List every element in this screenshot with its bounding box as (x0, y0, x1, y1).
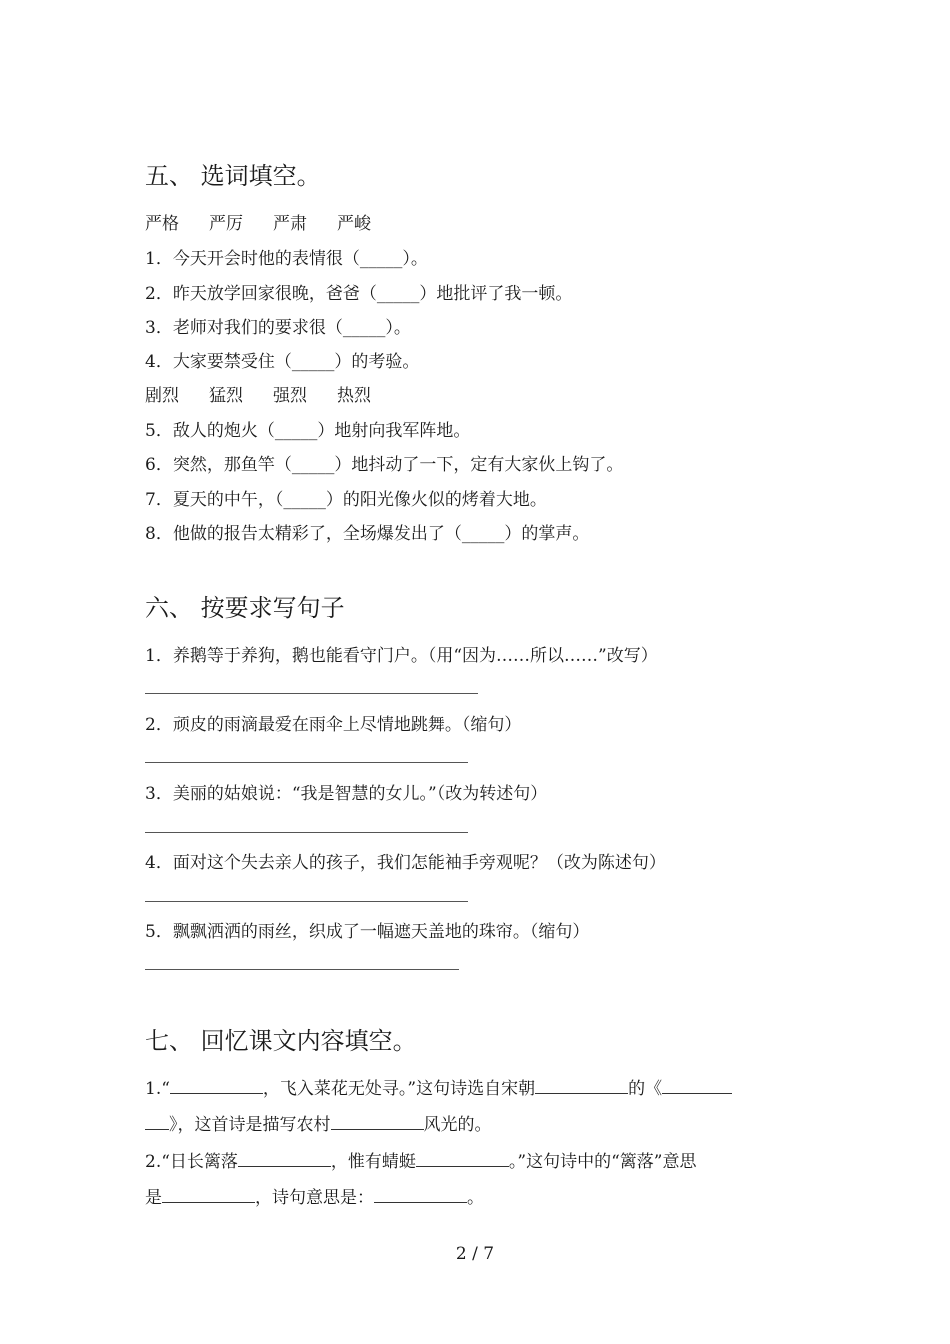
word-bank-item: 严格 (145, 214, 179, 234)
question-text: 2.“日长篱落 (145, 1152, 238, 1172)
word-bank-item: 严峻 (337, 214, 371, 234)
word-bank-1 (145, 209, 401, 234)
fill-blank[interactable] (662, 1079, 732, 1094)
question-6-2: 2．顽皮的雨滴最爱在雨伞上尽情地跳舞。（缩句） (145, 715, 522, 735)
question-text: 》，这首诗是描写农村 (169, 1115, 331, 1135)
question-6-3: 3．美丽的姑娘说：“我是智慧的女儿。”（改为转述句） (145, 784, 548, 804)
answer-line[interactable] (145, 762, 468, 763)
fill-blank[interactable] (416, 1152, 509, 1167)
question-text: 是 (145, 1188, 162, 1208)
question-text: 。 (467, 1188, 484, 1208)
question-5-1: 1．今天开会时他的表情很（_____）。 (145, 249, 428, 269)
answer-line[interactable] (145, 832, 468, 833)
word-bank-item: 强烈 (273, 386, 307, 406)
question-7-1-line2 (145, 1110, 492, 1135)
question-5-2: 2．昨天放学回家很晚，爸爸（_____）地批评了我一顿。 (145, 284, 573, 304)
question-text: 1.“ (145, 1079, 170, 1099)
answer-line[interactable] (145, 901, 468, 902)
word-bank-2 (145, 381, 401, 406)
question-7-1-line1 (145, 1074, 732, 1099)
question-6-4: 4．面对这个失去亲人的孩子，我们怎能袖手旁观呢？（改为陈述句） (145, 853, 666, 873)
question-text: 。”这句诗中的“篱落”意思 (508, 1152, 697, 1172)
question-6-5: 5．飘飘洒洒的雨丝，织成了一幅遮天盖地的珠帘。（缩句） (145, 922, 590, 942)
word-bank-item: 严肃 (273, 214, 307, 234)
word-bank-item: 猛烈 (209, 386, 243, 406)
question-7-2-line1 (145, 1147, 697, 1172)
fill-blank[interactable] (374, 1188, 467, 1203)
word-bank-item: 剧烈 (145, 386, 179, 406)
question-text: 的《 (628, 1079, 663, 1099)
question-text: ，诗句意思是： (255, 1188, 374, 1208)
question-text: ，惟有蜻蜓 (330, 1152, 416, 1172)
page-number: 2 / 7 (455, 1244, 495, 1264)
question-5-8: 8．他做的报告太精彩了，全场爆发出了（_____）的掌声。 (145, 524, 590, 544)
fill-blank[interactable] (535, 1079, 628, 1094)
fill-blank[interactable] (145, 1115, 169, 1130)
question-5-4: 4．大家要禁受住（_____）的考验。 (145, 352, 420, 372)
word-bank-item: 严厉 (209, 214, 243, 234)
fill-blank[interactable] (331, 1115, 424, 1130)
question-6-1: 1．养鹅等于养狗，鹅也能看守门户。（用“因为……所以……”改写） (145, 646, 658, 666)
fill-blank[interactable] (238, 1152, 331, 1167)
question-text: ，飞入菜花无处寻。”这句诗选自宋朝 (262, 1079, 536, 1099)
fill-blank[interactable] (162, 1188, 255, 1203)
question-5-7: 7．夏天的中午，（_____）的阳光像火似的烤着大地。 (145, 490, 547, 510)
question-5-5: 5．敌人的炮火（_____）地射向我军阵地。 (145, 421, 471, 441)
fill-blank[interactable] (170, 1079, 263, 1094)
section-5-title: 五、 选词填空。 (145, 162, 321, 190)
section-7-title: 七、 回忆课文内容填空。 (145, 1027, 417, 1055)
question-5-3: 3．老师对我们的要求很（_____）。 (145, 318, 411, 338)
word-bank-item: 热烈 (337, 386, 371, 406)
question-5-6: 6．突然，那鱼竿（_____）地抖动了一下，定有大家伙上钩了。 (145, 455, 624, 475)
question-7-2-line2 (145, 1183, 484, 1208)
question-text: 风光的。 (423, 1115, 492, 1135)
section-6-title: 六、 按要求写句子 (145, 594, 345, 622)
answer-line[interactable] (145, 969, 459, 970)
answer-line[interactable] (145, 693, 478, 694)
